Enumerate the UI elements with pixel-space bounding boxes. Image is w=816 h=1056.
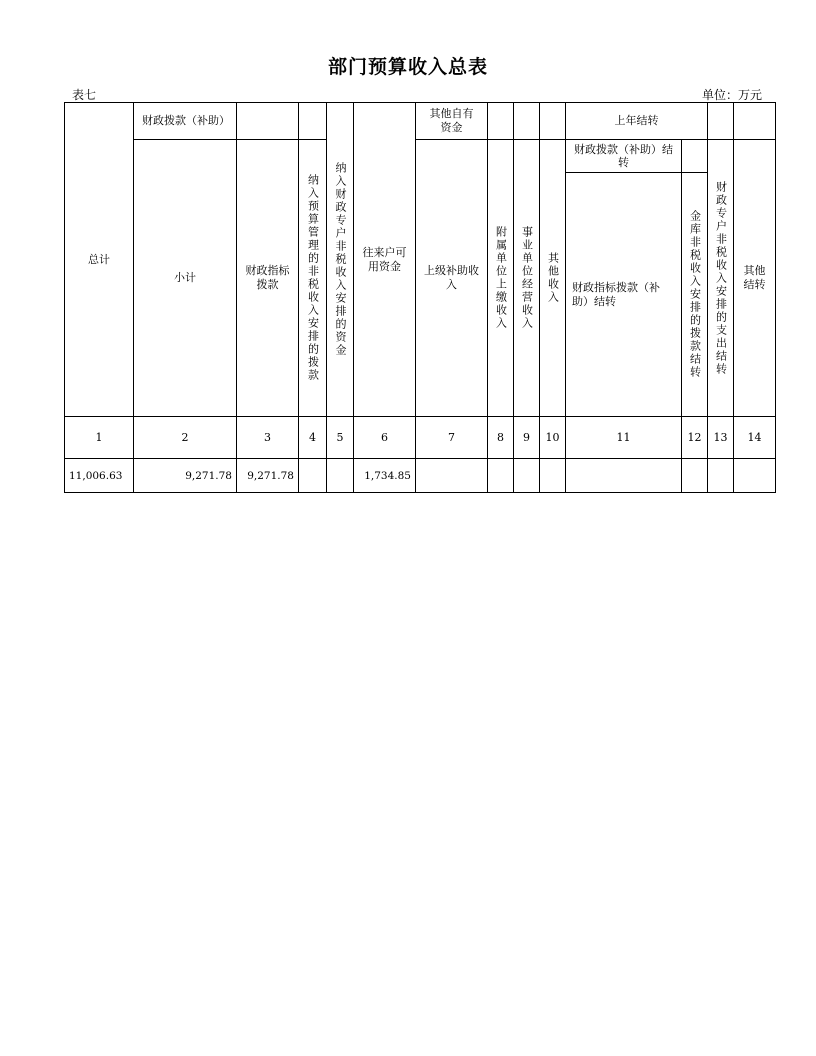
header-affiliated-unit: 附属单位上缴收入 [488,140,514,417]
header-business-income: 事业单位经营收入 [514,140,540,417]
cell-total: 11,006.63 [65,459,134,493]
page-title: 部门预算收入总表 [327,56,488,78]
header-subtotal: 小计 [134,140,237,417]
header-total: 总计 [65,103,134,417]
header-fiscal-group: 财政拨款（补助） [134,103,237,140]
col-num: 4 [299,417,327,459]
table-row [65,459,776,493]
header-carryover-group: 上年结转 [566,103,708,140]
col-num: 7 [416,417,488,459]
col-num: 3 [237,417,299,459]
col-num: 2 [134,417,237,459]
col-num: 8 [488,417,514,459]
cell-nontax-budget [299,459,327,493]
col-num: 11 [566,417,682,459]
header-other-income: 其他收入 [540,140,566,417]
cell-superior-subsidy [416,459,488,493]
cell-carryover-treasury [682,459,708,493]
column-number-row [65,417,776,459]
col-num: 6 [354,417,416,459]
cell-carryover-special [708,459,734,493]
col-num: 5 [327,417,354,459]
header-carryover-indicator: 财政指标拨款（补助）结转 [566,173,682,417]
cell-subtotal: 9,271.78 [134,459,237,493]
header-carryover-treasury: 金库非税收入安排的拨款结转 [682,173,708,417]
budget-income-table [64,102,776,493]
table-id: 表七 [72,88,97,102]
cell-current-account: 1,734.85 [354,459,416,493]
header-nontax-budget: 纳入预算管理的非税收入安排的拨款 [299,140,327,417]
cell-affiliated-unit [488,459,514,493]
col-num: 1 [65,417,134,459]
header-carryover-other: 其他结转 [734,140,776,417]
col-num: 9 [514,417,540,459]
cell-business-income [514,459,540,493]
cell-other-income [540,459,566,493]
cell-carryover-indicator [566,459,682,493]
col-num: 12 [682,417,708,459]
unit-label: 单位：万元 [701,88,762,102]
header-superior-subsidy: 上级补助收入 [416,140,488,417]
col-num: 13 [708,417,734,459]
cell-fiscal-indicator: 9,271.78 [237,459,299,493]
cell-nontax-special [327,459,354,493]
col-num: 14 [734,417,776,459]
col-num: 10 [540,417,566,459]
header-current-account: 往来户可用资金 [354,103,416,417]
header-carryover-fiscal-group: 财政拨款（补助）结转 [566,140,682,173]
header-carryover-special: 财政专户非税收入安排的支出结转 [708,140,734,417]
header-fiscal-indicator: 财政指标拨款 [237,140,299,417]
cell-carryover-other [734,459,776,493]
header-other-own-group: 其他自有资金 [416,103,488,140]
header-nontax-special: 纳入财政专户非税收入安排的资金 [327,103,354,417]
